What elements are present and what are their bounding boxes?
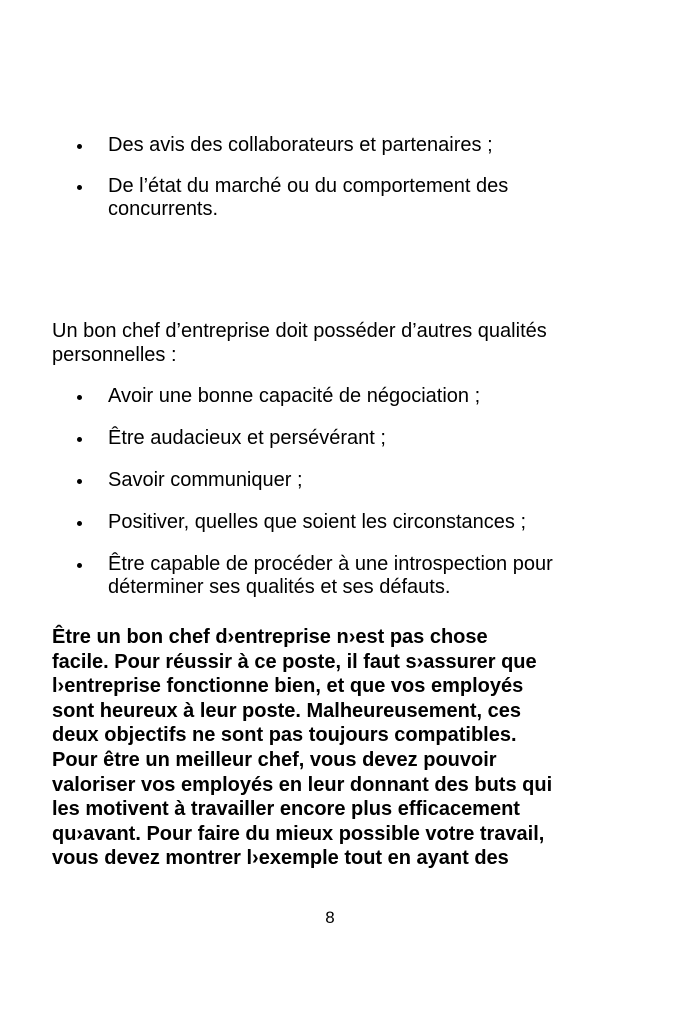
page-number: 8 <box>325 908 335 927</box>
bullet-icon <box>77 437 82 442</box>
list-item <box>0 134 608 157</box>
bullet-list-sources <box>0 134 608 221</box>
bullet-list-qualities <box>0 385 608 618</box>
list-item <box>0 511 608 534</box>
list-item-text: Des avis des collaborateurs et partenaires ; <box>108 134 493 156</box>
list-item-text: De l’état du marché ou du comportement des concurrents. <box>108 175 509 220</box>
paragraph-line: qu›avant. Pour faire du mieux possible votre travail, <box>52 822 545 845</box>
paragraph-line: les motivent à travailler encore plus efficacement <box>52 798 520 821</box>
list-item <box>0 553 608 599</box>
paragraph-line: Pour être un meilleur chef, vous devez pouvoir <box>52 748 497 771</box>
closing-paragraph <box>52 625 652 871</box>
intro-paragraph: Un bon chef d’entreprise doit posséder d’autres qualités personnelles : <box>52 320 547 366</box>
list-item-text: Avoir une bonne capacité de négociation ; <box>108 385 481 407</box>
paragraph-line: Être un bon chef d›entreprise n›est pas chose <box>52 626 488 648</box>
paragraph-line: facile. Pour réussir à ce poste, il faut s›assurer que <box>52 650 537 673</box>
paragraph-line: valoriser vos employés en leur donnant des buts qui <box>52 773 553 796</box>
paragraph-line: sont heureux à leur poste. Malheureusement, ces <box>52 699 522 722</box>
paragraph-line: deux objectifs ne sont pas toujours compatibles. <box>52 724 517 747</box>
list-item-text: Être capable de procéder à une introspection pour déterminer ses qualités et ses défauts. <box>108 553 553 598</box>
list-item-text: Savoir communiquer ; <box>108 469 303 491</box>
bullet-icon <box>77 521 82 526</box>
paragraph-line: vous devez montrer l›exemple tout en ayant des <box>52 847 509 870</box>
bullet-icon <box>77 563 82 568</box>
paragraph-line: l›entreprise fonctionne bien, et que vos employés <box>52 675 524 698</box>
bullet-icon <box>77 395 82 400</box>
list-item <box>0 385 608 408</box>
list-item <box>0 175 608 221</box>
bullet-icon <box>77 185 82 190</box>
bullet-icon <box>77 144 82 149</box>
list-item <box>0 469 608 492</box>
list-item <box>0 427 608 450</box>
bullet-icon <box>77 479 82 484</box>
list-item-text: Être audacieux et persévérant ; <box>108 427 386 449</box>
list-item-text: Positiver, quelles que soient les circonstances ; <box>108 511 526 533</box>
